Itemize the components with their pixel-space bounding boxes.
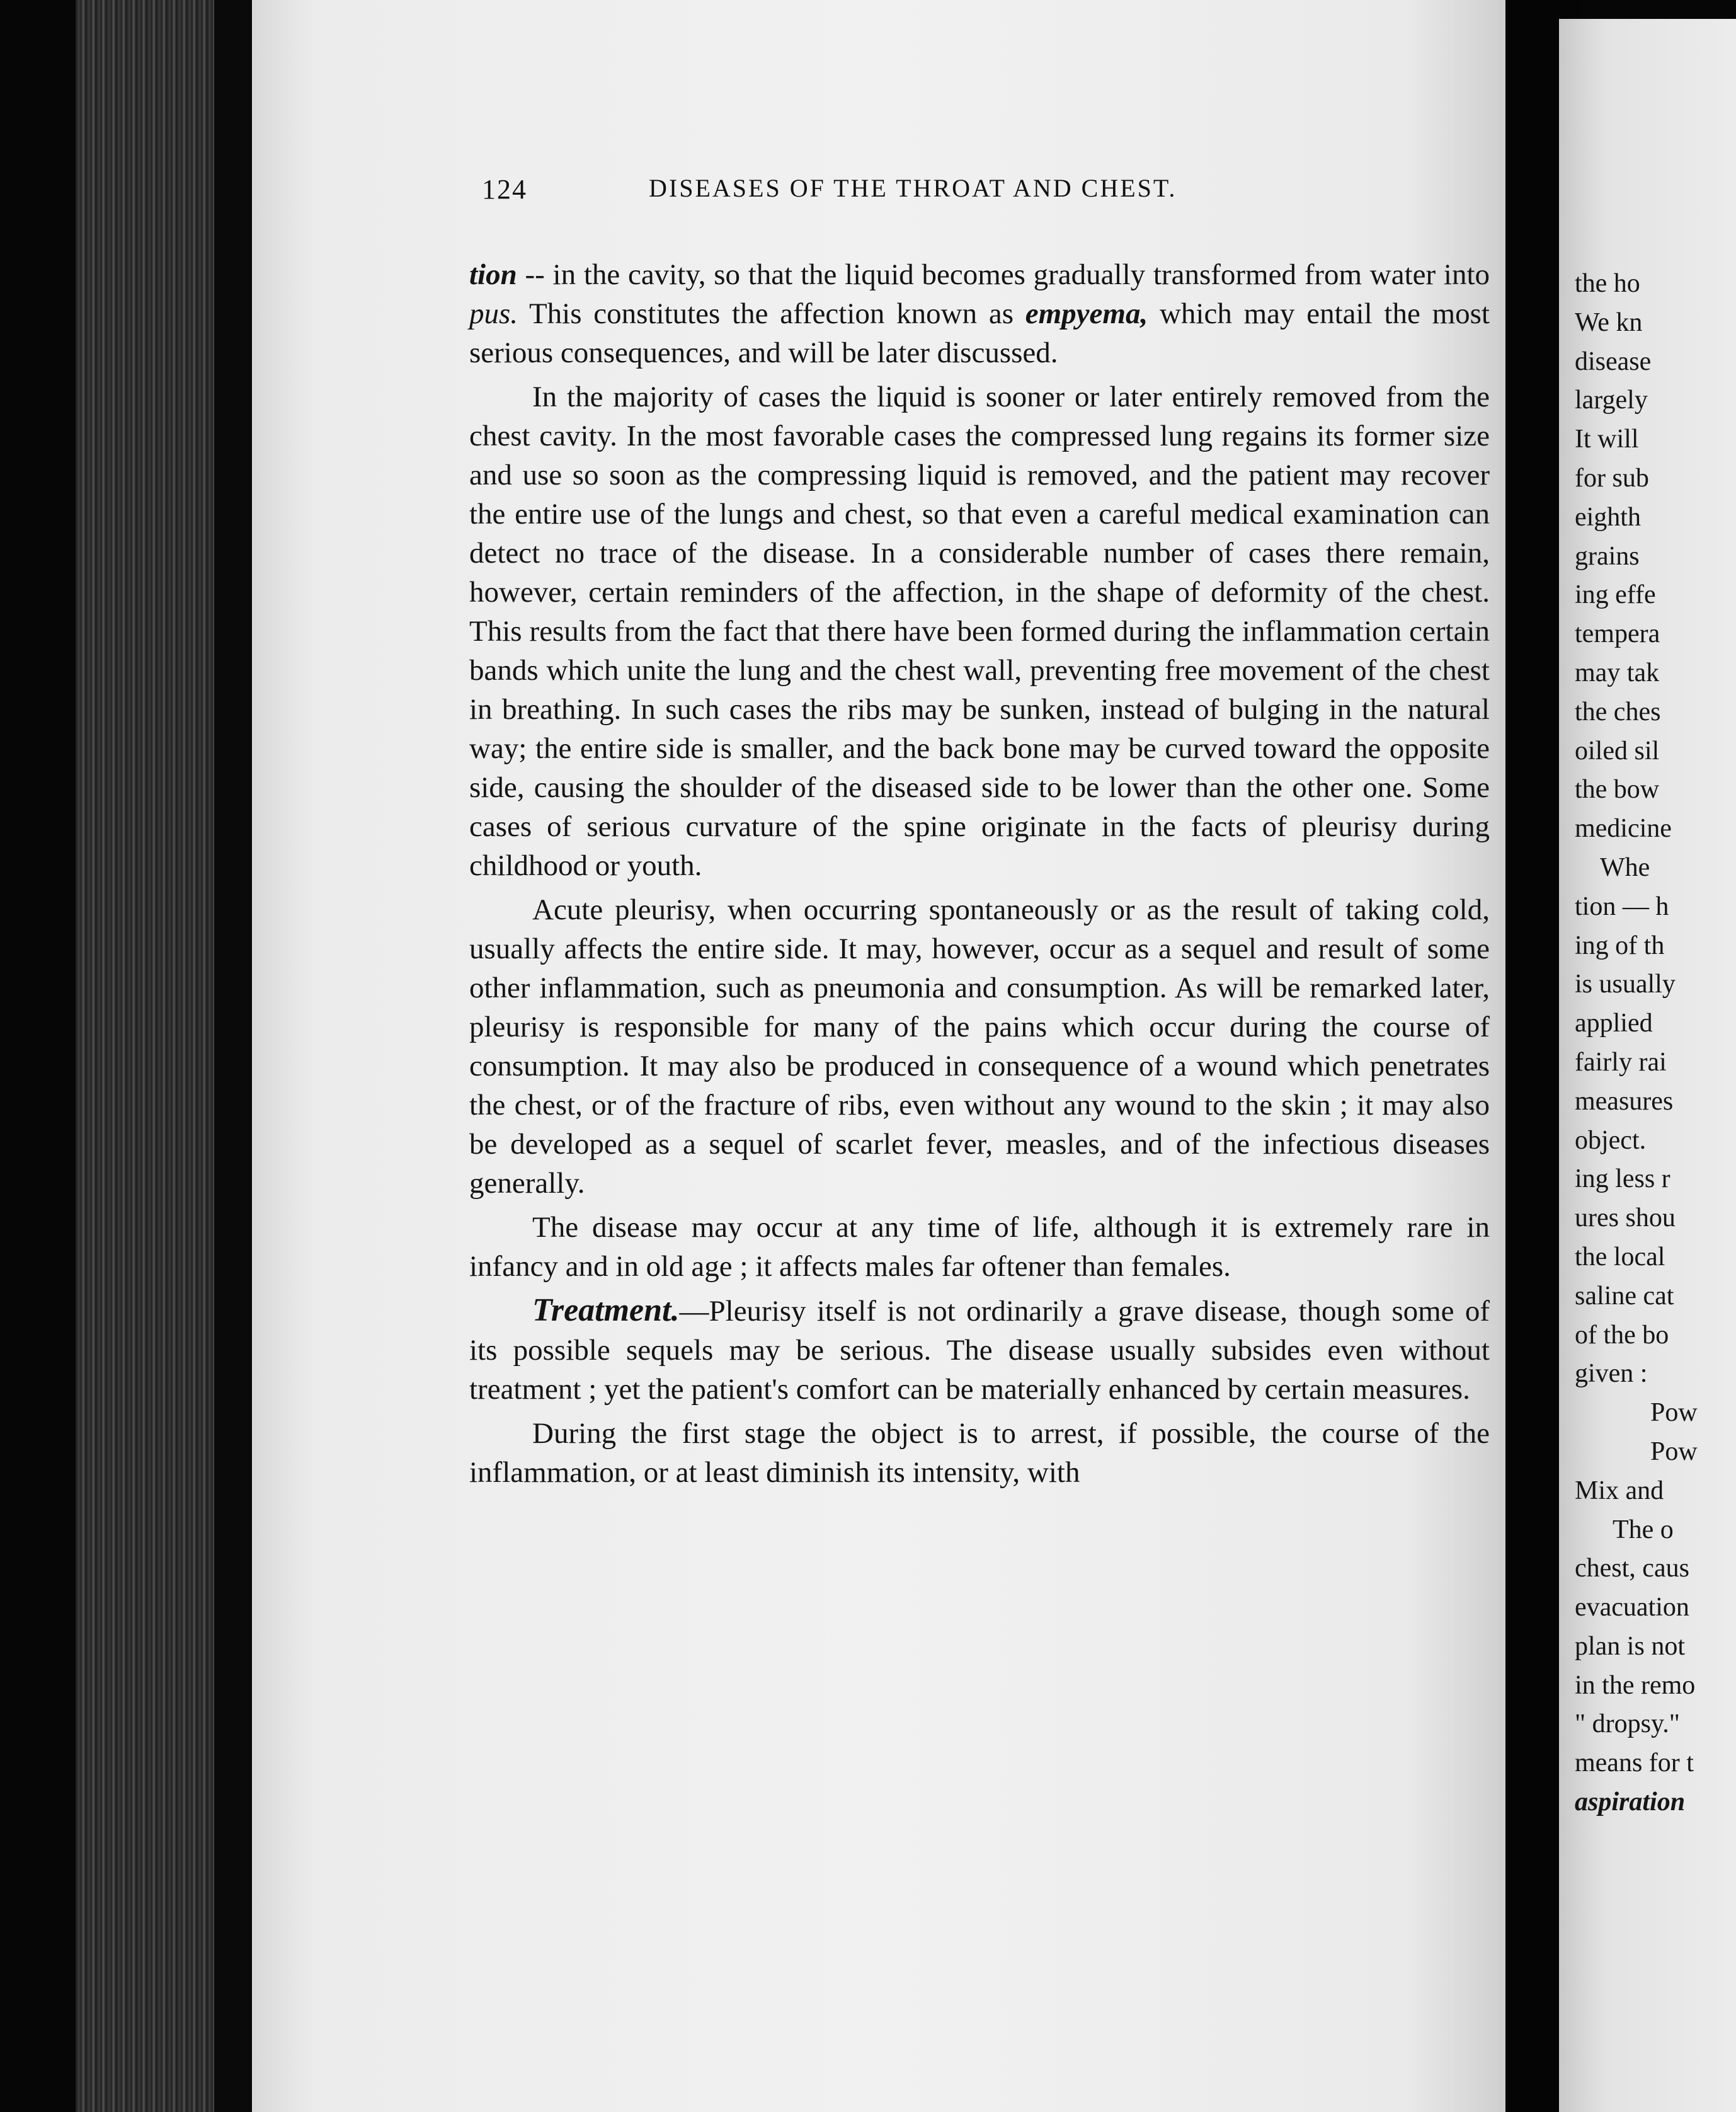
emphasis-pus: pus. [469, 297, 518, 330]
right-page-line: tempera [1575, 619, 1660, 649]
right-page-line: saline cat [1575, 1281, 1674, 1311]
right-page-line: Whe [1600, 852, 1650, 882]
emphasis-tion: tion [469, 258, 517, 291]
page-number: 124 [482, 174, 527, 205]
right-page-line: fairly rai [1575, 1047, 1667, 1077]
right-page-line: the ches [1575, 697, 1661, 726]
right-page-line: the local [1575, 1242, 1665, 1271]
right-page-line: object. [1575, 1125, 1647, 1155]
right-page-line: of the bo [1575, 1320, 1669, 1350]
right-page-line: disease [1575, 347, 1652, 376]
right-page-line: ing of th [1575, 931, 1665, 960]
right-page-line: means for t [1575, 1748, 1694, 1778]
right-page-line: oiled sil [1575, 736, 1660, 766]
right-page-line: eighth [1575, 502, 1641, 532]
right-page-line: grains [1575, 541, 1640, 571]
right-page-line: evacuation [1575, 1593, 1689, 1622]
emphasis-empyema: empyema, [1025, 297, 1148, 330]
right-page-line: is usually [1575, 970, 1676, 999]
right-page-line: aspiration [1575, 1788, 1686, 1817]
right-page-line: Pow [1650, 1398, 1698, 1428]
treatment-heading: Treatment. [532, 1292, 680, 1328]
paragraph-1-text-c: which may entail the most serious consequences, and will be later discussed. [469, 297, 1490, 369]
right-page-line: ures shou [1575, 1203, 1676, 1233]
right-page-line: chest, caus [1575, 1554, 1689, 1583]
right-page-line: It will [1575, 425, 1639, 454]
right-page-line: Mix and [1575, 1476, 1664, 1505]
running-title: DISEASES OF THE THROAT AND CHEST. [649, 174, 1177, 202]
right-page-line: ing effe [1575, 580, 1656, 610]
right-page-line: largely [1575, 386, 1648, 415]
right-page-line: tion — h [1575, 892, 1669, 921]
right-page-line: the bow [1575, 775, 1660, 805]
left-page [252, 0, 1505, 2112]
right-page-line: medicine [1575, 814, 1672, 844]
right-page-line: for sub [1575, 463, 1649, 493]
right-page-line: may tak [1575, 658, 1660, 687]
right-page-line: applied [1575, 1009, 1653, 1038]
right-page-line: We kn [1575, 307, 1643, 337]
right-page-line: the ho [1575, 269, 1640, 298]
paragraph-6: During the first stage the object is to arrest, if possible, the course of the inflammation, or at least diminish its intensity, with [469, 1417, 1490, 1489]
right-page-line: plan is not [1575, 1631, 1685, 1661]
paragraph-1 [469, 255, 1490, 372]
right-page-line: measures [1575, 1086, 1674, 1116]
right-page-line: ing less r [1575, 1164, 1670, 1194]
paragraph-5-text: —Pleurisy itself is not ordinarily a grave disease, though some of its possible sequels may be serious. The disease usually subsides even without treatment ; yet the patient's comfort can be materially enhanced by certain measures. [469, 1295, 1490, 1406]
paragraph-3: Acute pleurisy, when occurring spontaneously or as the result of taking cold, usually affects the entire side. It may, however, occur as a sequel and result of some other inflammation, such as pneumonia and consumption. As will be remarked later, pleurisy is responsible for many of the pains which occur during the course of consumption. It may also be produced in consequence of a wound which penetrates the chest, or of the fracture of ribs, even without any wound to the skin ; it may also be developed as a sequel of scarlet fever, measles, and of the infectious diseases generally. [469, 893, 1490, 1200]
paragraph-1-text-a: -- in the cavity, so that the liquid becomes gradually transformed from water into [517, 258, 1490, 291]
right-page [1559, 19, 1736, 2112]
running-header [482, 173, 1502, 211]
right-page-line: " dropsy." [1575, 1709, 1680, 1739]
paragraph-1-text-b: This constitutes the affection known as [518, 297, 1025, 330]
right-page-lines [1575, 265, 1736, 1822]
right-page-line: The o [1613, 1515, 1674, 1544]
paragraph-2: In the majority of cases the liquid is sooner or later entirely removed from the chest cavity. In the most favorable cases the compressed lung regains its former size and use so soon as the compressing liquid is removed, and the patient may recover the entire use of the lungs and chest, so that even a careful medical examination can detect no trace of the disease. In a considerable number of cases there remain, however, certain reminders of the affection, in the shape of deformity of the chest. This results from the fact that there have been formed during the inflammation certain bands which unite the lung and the chest wall, preventing free movement of the chest in breathing. In such cases the ribs may be sunken, instead of bulging in the natural way; the entire side is smaller, and the back bone may be curved toward the opposite side, causing the shoulder of the diseased side to be lower than the other one. Some cases of serious curvature of the spine originate in the facts of pleurisy during childhood or youth. [469, 381, 1490, 882]
paragraph-4: The disease may occur at any time of life, although it is extremely rare in infancy and in old age ; it affects males far oftener than females. [469, 1211, 1490, 1283]
right-page-line: Pow [1650, 1437, 1698, 1466]
right-page-line: given : [1575, 1359, 1648, 1389]
right-page-line: in the remo [1575, 1670, 1696, 1700]
paragraph-5 [469, 1291, 1490, 1409]
page-body [469, 255, 1490, 1497]
